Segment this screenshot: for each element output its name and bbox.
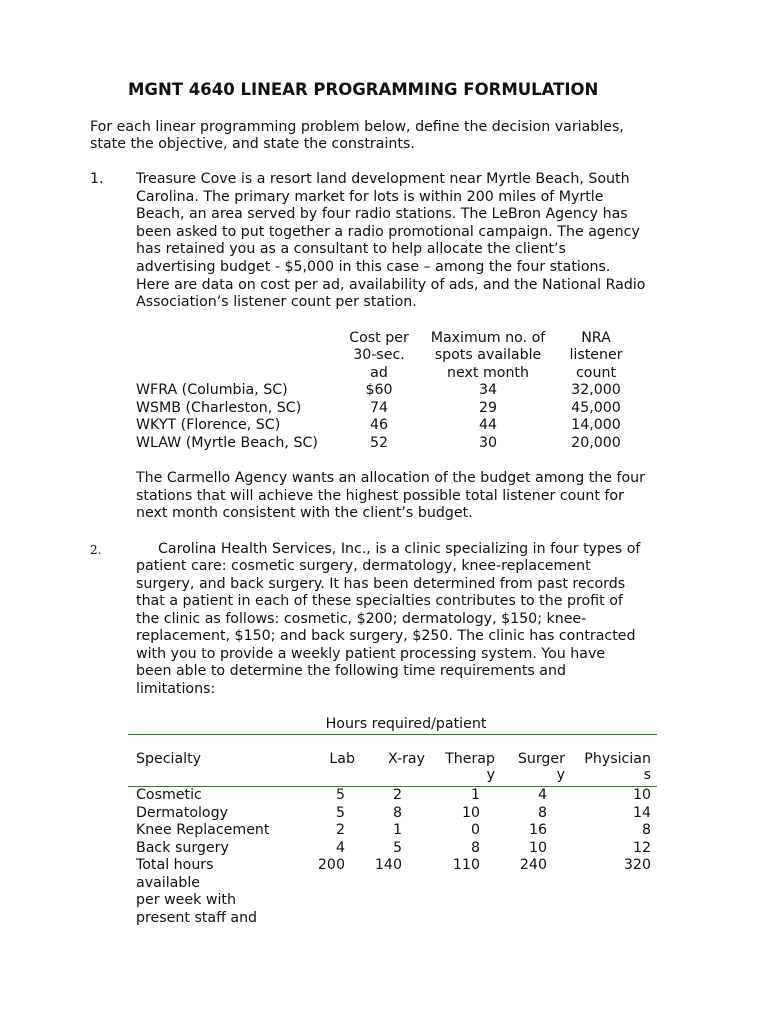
station-spots: 44	[478, 417, 498, 433]
problem-number: 1.	[90, 171, 104, 187]
physicians-header-wrap: s	[643, 767, 651, 783]
xray-value: 5	[392, 840, 402, 856]
therapy-total: 110	[452, 857, 480, 873]
station-cost: 74	[369, 400, 389, 416]
problem-2-line: with you to provide a weekly patient processing system. You have	[136, 646, 606, 662]
problem-1-line: been asked to put together a radio promotional campaign. The agency	[136, 224, 640, 240]
lab-value: 4	[335, 840, 345, 856]
problem-2-line: been able to determine the following time requirements and	[136, 663, 566, 679]
specialty-label: Knee Replacement	[136, 822, 270, 838]
spots-header: next month	[447, 365, 529, 381]
station-listeners: 45,000	[571, 400, 621, 416]
specialty-label: Back surgery	[136, 840, 229, 856]
cost-header: ad	[370, 365, 388, 381]
lab-header: Lab	[329, 751, 355, 767]
problem-2-line: surgery, and back surgery. It has been determined from past records	[136, 576, 626, 592]
problem-1-line: Association’s listener count per station.	[136, 294, 417, 310]
listener-header: listener	[569, 347, 623, 363]
problem-2-line: limitations:	[136, 681, 216, 697]
problem-1-line: Treasure Cove is a resort land development near Myrtle Beach, South	[136, 171, 630, 187]
xray-value: 1	[392, 822, 402, 838]
station-spots: 30	[478, 435, 498, 451]
xray-value: 2	[392, 787, 402, 803]
surgery-total: 240	[519, 857, 547, 873]
problem-1-closing-line: The Carmello Agency wants an allocation of the budget among the four	[136, 470, 646, 486]
problem-1-line: advertising budget - $5,000 in this case – among the four stations.	[136, 259, 611, 275]
total-label-line: available	[136, 875, 201, 891]
problem-1-line: has retained you as a consultant to help allocate the client’s	[136, 241, 566, 257]
spots-header: Maximum no. of	[430, 330, 546, 346]
problem-2-line: the clinic as follows: cosmetic, $200; dermatology, $150; knee-	[136, 611, 587, 627]
lab-value: 5	[335, 805, 345, 821]
spots-header: spots available	[434, 347, 542, 363]
problem-number: 2.	[90, 543, 102, 557]
lab-value: 2	[335, 822, 345, 838]
surgery-header-wrap: y	[556, 767, 565, 783]
xray-header: X-ray	[387, 751, 425, 767]
physicians-value: 12	[632, 840, 651, 856]
physicians-value: 10	[632, 787, 651, 803]
lab-value: 5	[335, 787, 345, 803]
problem-1-closing-line: stations that will achieve the highest possible total listener count for	[136, 488, 624, 504]
surgery-value: 8	[537, 805, 547, 821]
station-listeners: 32,000	[571, 382, 621, 398]
surgery-header: Surger	[517, 751, 565, 767]
physicians-value: 8	[641, 822, 651, 838]
listener-header: NRA	[581, 330, 611, 346]
therapy-value: 1	[470, 787, 480, 803]
lab-total: 200	[317, 857, 345, 873]
therapy-value: 8	[470, 840, 480, 856]
table-top-rule	[128, 734, 657, 735]
total-label-line: present staff and	[136, 910, 258, 926]
station-spots: 29	[478, 400, 498, 416]
surgery-value: 10	[528, 840, 547, 856]
hours-table-caption: Hours required/patient	[325, 716, 487, 732]
station-listeners: 20,000	[571, 435, 621, 451]
problem-1-line: Carolina. The primary market for lots is within 200 miles of Myrtle	[136, 189, 604, 205]
cost-header: Cost per	[349, 330, 409, 346]
total-label-line: per week with	[136, 892, 236, 908]
physicians-value: 14	[632, 805, 651, 821]
intro-line: For each linear programming problem below, define the decision variables,	[90, 119, 624, 135]
problem-2-line: Carolina Health Services, Inc., is a clinic specializing in four types of	[158, 541, 641, 557]
therapy-header-wrap: y	[486, 767, 495, 783]
station-cost: 46	[369, 417, 389, 433]
problem-2-line: replacement, $150; and back surgery, $250. The clinic has contracted	[136, 628, 636, 644]
station-name: WFRA (Columbia, SC)	[136, 382, 288, 398]
station-spots: 34	[478, 382, 498, 398]
therapy-value: 0	[470, 822, 480, 838]
station-name: WSMB (Charleston, SC)	[136, 400, 302, 416]
specialty-header: Specialty	[136, 751, 202, 767]
surgery-value: 4	[537, 787, 547, 803]
xray-value: 8	[392, 805, 402, 821]
specialty-label: Dermatology	[136, 805, 229, 821]
physicians-header: Physician	[584, 751, 651, 767]
intro-line: state the objective, and state the constraints.	[90, 136, 415, 152]
surgery-value: 16	[528, 822, 547, 838]
specialty-label: Cosmetic	[136, 787, 202, 803]
cost-header: 30-sec.	[353, 347, 405, 363]
therapy-value: 10	[461, 805, 480, 821]
total-label-line: Total hours	[136, 857, 214, 873]
problem-2-line: patient care: cosmetic surgery, dermatology, knee-replacement	[136, 558, 591, 574]
station-name: WKYT (Florence, SC)	[136, 417, 281, 433]
station-cost: 52	[369, 435, 389, 451]
problem-2-line: that a patient in each of these specialties contributes to the profit of	[136, 593, 623, 609]
physicians-total: 320	[623, 857, 651, 873]
page-title: MGNT 4640 LINEAR PROGRAMMING FORMULATION	[128, 80, 599, 99]
xray-total: 140	[374, 857, 402, 873]
therapy-header: Therap	[445, 751, 495, 767]
listener-header: count	[575, 365, 617, 381]
problem-1-line: Here are data on cost per ad, availability of ads, and the National Radio	[136, 277, 646, 293]
problem-1-line: Beach, an area served by four radio stations. The LeBron Agency has	[136, 206, 628, 222]
station-name: WLAW (Myrtle Beach, SC)	[136, 435, 318, 451]
station-cost: $60	[365, 382, 393, 398]
problem-1-closing-line: next month consistent with the client’s budget.	[136, 505, 473, 521]
station-listeners: 14,000	[571, 417, 621, 433]
